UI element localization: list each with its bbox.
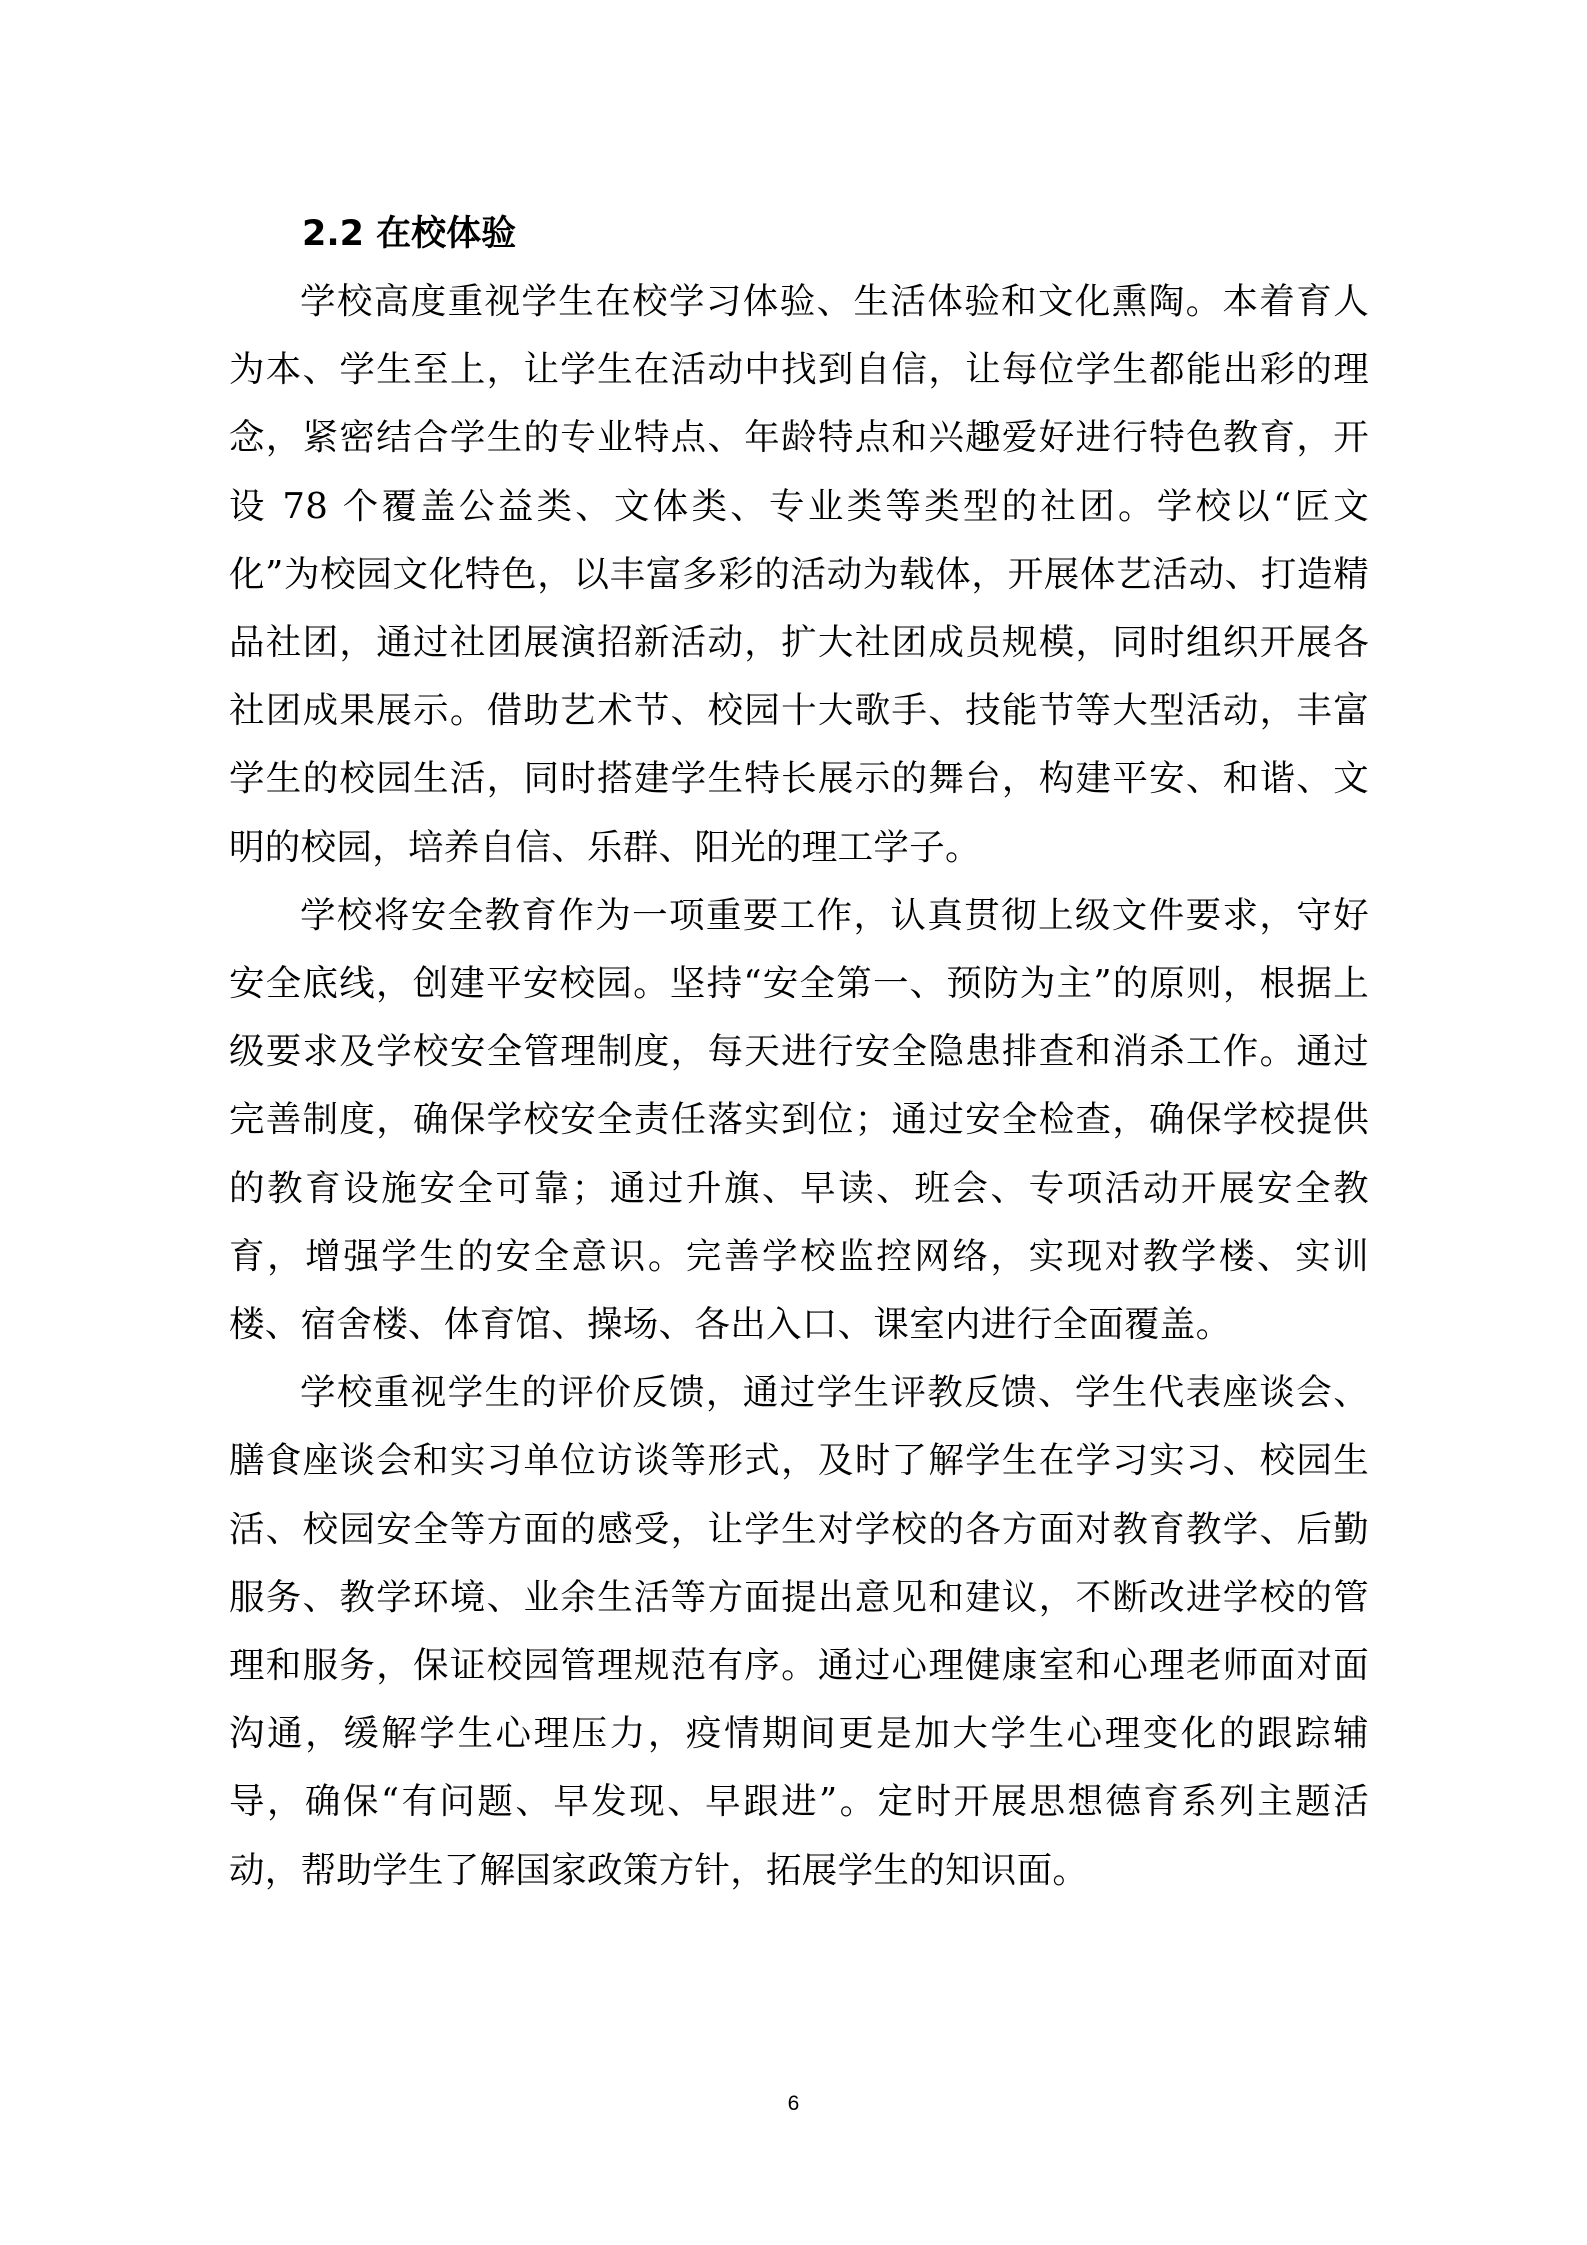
page-number: 6: [787, 2092, 800, 2115]
paragraph-safety-education: 学校将安全教育作为一项重要工作，认真贯彻上级文件要求，守好安全底线，创建平安校园。坚持“安全第一、预防为主”的原则，根据上级要求及学校安全管理制度，每天进行安全隐患排查和消杀工作。通过完善制度，确保学校安全责任落实到位；通过安全检查，确保学校提供的教育设施安全可靠；通过升旗、早读、班会、专项活动开展安全教育，增强学生的安全意识。完善学校监控网络，实现对教学楼、实训楼、宿舍楼、体育馆、操场、各出入口、课室内进行全面覆盖。: [229, 894, 1369, 1346]
page-body: [229, 200, 1369, 1905]
section-heading: 2.2 在校体验: [302, 214, 517, 254]
paragraph-student-experience: 学校高度重视学生在校学习体验、生活体验和文化熏陶。本着育人为本、学生至上，让学生在活动中找到自信，让每位学生都能出彩的理念，紧密结合学生的专业特点、年龄特点和兴趣爱好进行特色教育，开设 78 个覆盖公益类、文体类、专业类等类型的社团。学校以“匠文化”为校园文化特色，以丰富多彩的活动为载体，开展体艺活动、打造精品社团，通过社团展演招新活动，扩大社团成员规模，同时组织开展各社团成果展示。借助艺术节、校园十大歌手、技能节等大型活动，丰富学生的校园生活，同时搭建学生特长展示的舞台，构建平安、和谐、文明的校园，培养自信、乐群、阳光的理工学子。: [229, 281, 1369, 868]
paragraph-student-feedback: 学校重视学生的评价反馈，通过学生评教反馈、学生代表座谈会、膳食座谈会和实习单位访谈等形式，及时了解学生在学习实习、校园生活、校园安全等方面的感受，让学生对学校的各方面对教育教学、后勤服务、教学环境、业余生活等方面提出意见和建议，不断改进学校的管理和服务，保证校园管理规范有序。通过心理健康室和心理老师面对面沟通，缓解学生心理压力，疫情期间更是加大学生心理变化的跟踪辅导，确保“有问题、早发现、早跟进”。定时开展思想德育系列主题活动，帮助学生了解国家政策方针，拓展学生的知识面。: [229, 1372, 1369, 1891]
